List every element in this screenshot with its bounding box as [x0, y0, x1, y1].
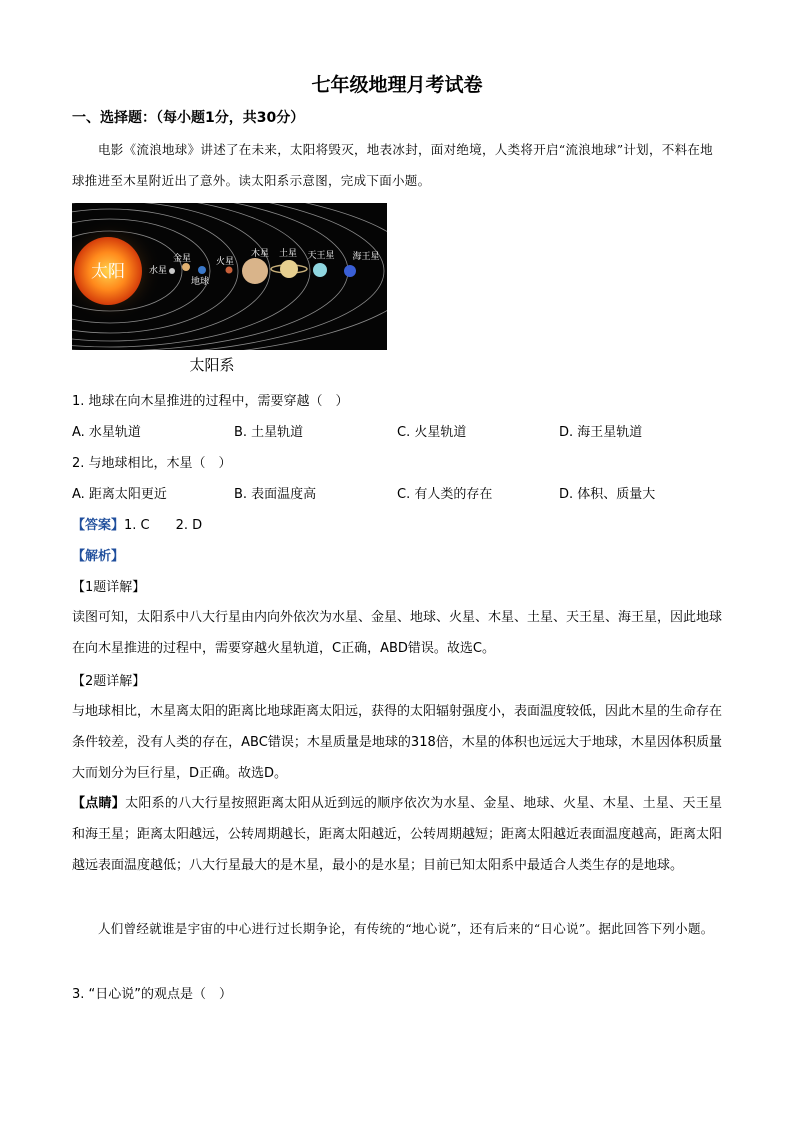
solar-system-diagram: [72, 203, 387, 350]
detail-2-text: 与地球相比，木星离太阳的距离比地球距离太阳远，获得的太阳辐射强度小，表面温度较低，因此木星的生命存在条件较差，没有人类的存在，ABC错误；木星质量是地球的318倍，木星的体积也远远大于地球，木星因体积质量大而划分为巨行星，D正确。故选D。: [72, 704, 723, 781]
planet-dot: [313, 263, 327, 277]
q2-option-a: A. 距离太阳更近: [72, 487, 167, 502]
planet-label: 地球: [190, 277, 210, 287]
answer-text: 1. C 2. D: [124, 518, 203, 533]
planet-label: 天王星: [307, 251, 335, 261]
solar-system-figure: [72, 203, 387, 350]
tip-paragraph: [72, 788, 722, 881]
q1-option-c: C. 火星轨道: [397, 425, 467, 440]
planet-label: 海王星: [352, 252, 380, 262]
intro-paragraph-2: 人们曾经就谁是宇宙的中心进行过长期争论，有传统的“地心说”，还有后来的“日心说”。据此回答下列小题。: [98, 921, 714, 936]
q1-option-b: B. 土星轨道: [234, 425, 304, 440]
planet-label: 土星: [278, 249, 298, 259]
page-title: 七年级地理月考试卷: [311, 74, 483, 96]
intro-paragraph-1: 电影《流浪地球》讲述了在未来，太阳将毁灭，地表冰封，面对绝境，人类将开启“流浪地球”计划，不料在地球推进至木星附近出了意外。读太阳系示意图，完成下面小题。: [72, 142, 713, 188]
planet-label: 木星: [250, 249, 270, 259]
tip-tag: 【点睛】: [72, 796, 126, 811]
q2-option-c: C. 有人类的存在: [397, 487, 493, 502]
planet-dot: [169, 268, 175, 274]
planet-dot: [280, 260, 298, 278]
detail-1-text: 读图可知，太阳系中八大行星由内向外依次为水星、金星、地球、火星、木星、土星、天王星、海王星，因此地球在向木星推进的过程中，需要穿越火星轨道，C正确，ABD错误。故选C。: [72, 610, 723, 656]
detail-2-heading: 【2题详解】: [72, 674, 146, 689]
q1-option-a: A. 水星轨道: [72, 425, 141, 440]
figure-caption: 太阳系: [189, 356, 235, 374]
planet-dot: [242, 258, 268, 284]
q1-option-d: D. 海王星轨道: [559, 425, 643, 440]
planet-label: 火星: [215, 257, 235, 267]
q2-option-d: D. 体积、质量大: [559, 487, 656, 502]
planet-dot: [182, 263, 190, 271]
planet-label: 金星: [172, 254, 192, 264]
section-heading-choice: 一、选择题：（每小题1分，共30分）: [72, 110, 305, 126]
planet-dot: [226, 267, 233, 274]
sun-label: 太阳: [91, 262, 125, 282]
analysis-line: [72, 545, 124, 564]
answer-line: [72, 514, 202, 533]
question-1-stem: 1. 地球在向木星推进的过程中，需要穿越（ ）: [72, 394, 349, 409]
tip-text: 太阳系的八大行星按照距离太阳从近到远的顺序依次为水星、金星、地球、火星、木星、土星、天王星和海王星；距离太阳越远，公转周期越长，距离太阳越近，公转周期越短；距离太阳越近表面温度越高，距离太阳越远表面温度越低；八大行星最大的是木星，最小的是水星；目前已知太阳系中最适合人类生存的是地球。: [72, 796, 723, 873]
planet-label: 水星: [148, 266, 168, 276]
analysis-tag: 【解析】: [72, 549, 125, 564]
q2-option-b: B. 表面温度高: [234, 487, 317, 502]
answer-tag: 【答案】: [72, 518, 125, 533]
planet-dot: [198, 266, 206, 274]
detail-1-heading: 【1题详解】: [72, 580, 146, 595]
question-2-stem: 2. 与地球相比，木星（ ）: [72, 456, 232, 471]
question-3-stem: 3. “日心说”的观点是（ ）: [72, 987, 233, 1002]
planet-dot: [344, 265, 356, 277]
